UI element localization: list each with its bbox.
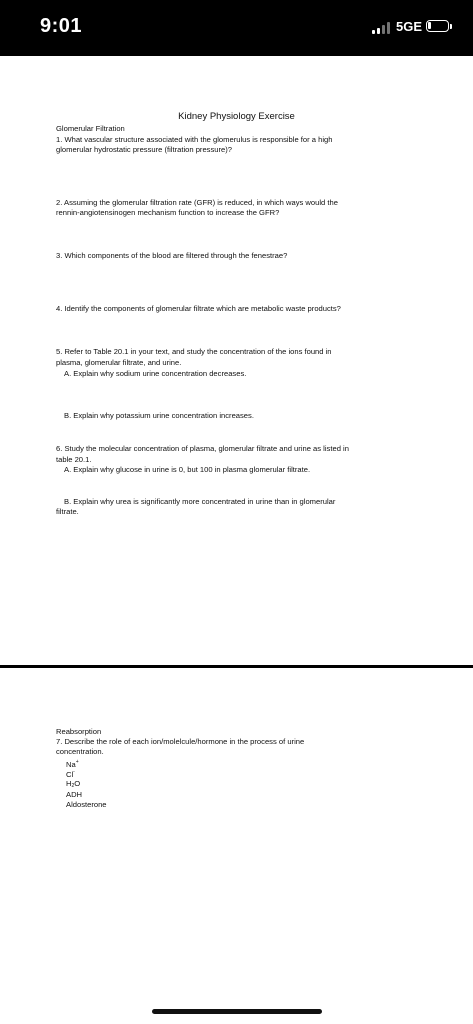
home-indicator[interactable] <box>152 1009 322 1014</box>
question-1-line-1: 1. What vascular structure associated with the glomerulus is responsible for a high <box>56 135 333 144</box>
question-5b: B. Explain why potassium urine concentration increases. <box>64 411 254 420</box>
question-2-line-1: 2. Assuming the glomerular filtration rate (GFR) is reduced, in which ways would the <box>56 198 338 207</box>
question-7-line-1: 7. Describe the role of each ion/molelcule/hormone in the process of urine <box>56 737 305 746</box>
question-6-line-1: 6. Study the molecular concentration of plasma, glomerular filtrate and urine as listed in <box>56 444 349 453</box>
item-chloride-charge: - <box>73 769 75 775</box>
item-sodium-charge: + <box>75 759 79 765</box>
status-time: 9:01 <box>40 15 83 37</box>
item-water-subscript: 2 <box>71 783 75 789</box>
question-6a: A. Explain why glucose in urine is 0, but 100 in plasma glomerular filtrate. <box>64 465 311 474</box>
battery-cap-icon <box>450 24 452 29</box>
question-5-line-1: 5. Refer to Table 20.1 in your text, and study the concentration of the ions found in <box>56 347 332 356</box>
question-5a: A. Explain why sodium urine concentration decreases. <box>64 369 247 378</box>
signal-strength-icon <box>372 22 392 34</box>
item-chloride <box>66 768 75 780</box>
question-1-line-2: glomerular hydrostatic pressure (filtration pressure)? <box>56 145 232 154</box>
battery-icon <box>426 20 449 32</box>
item-aldosterone: Aldosterone <box>66 800 107 809</box>
question-6-line-2: table 20.1. <box>56 455 92 464</box>
item-water-h: H <box>66 779 72 788</box>
item-chloride-text: Cl <box>66 770 74 779</box>
question-7-line-2: concentration. <box>56 747 104 756</box>
question-4: 4. Identify the components of glomerular filtrate which are metabolic waste products? <box>56 304 341 313</box>
section-heading-reabsorption: Reabsorption <box>56 727 102 736</box>
question-2-line-2: rennin-angiotensinogen mechanism function to increase the GFR? <box>56 208 280 217</box>
status-bar <box>0 0 473 56</box>
question-6b-line-2: filtrate. <box>56 507 79 516</box>
section-heading-glomerular-filtration: Glomerular Filtration <box>56 124 125 133</box>
document-title: Kidney Physiology Exercise <box>178 111 295 122</box>
item-sodium-text: Na <box>66 760 76 769</box>
question-6b-line-1: B. Explain why urea is significantly more concentrated in urine than in glomerular <box>64 497 336 506</box>
page-divider <box>0 665 473 668</box>
question-3: 3. Which components of the blood are filtered through the fenestrae? <box>56 251 288 260</box>
network-type: 5GE <box>396 19 423 34</box>
item-water-o: O <box>74 779 81 788</box>
question-5-line-2: plasma, glomerular filtrate, and urine. <box>56 358 182 367</box>
item-adh: ADH <box>66 790 83 799</box>
